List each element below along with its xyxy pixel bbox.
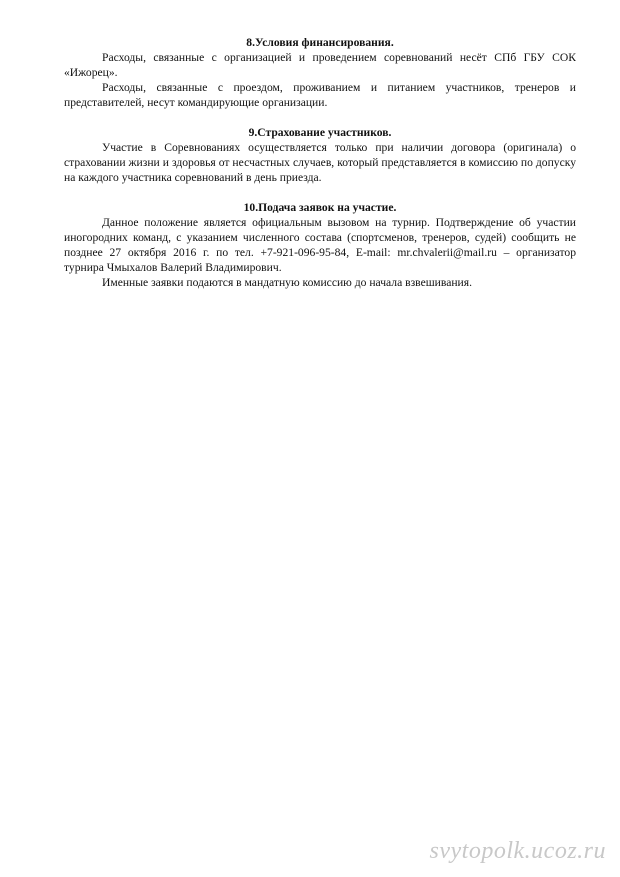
- section-paragraph: Участие в Соревнованиях осуществляется только при наличии договора (оригинала) о страховании жизни и здоровья от несчастных случаев, который представляется в комиссию по допуску на каждого участника соревнований в день приезда.: [64, 141, 576, 184]
- section-applications: [64, 200, 576, 290]
- section-paragraph: Данное положение является официальным вызовом на турнир. Подтверждение об участии иногородних команд, с указанием численного состава (спортсменов, тренеров, судей) сообщить не позднее 27 октября 2016 г. по тел. +7-921-096-95-84, E-mail: mr.chvalerii@mail.ru – организатор турнира Чмыхалов Валерий Владимирович.: [64, 216, 576, 274]
- section-paragraph: Именные заявки подаются в мандатную комиссию до начала взвешивания.: [102, 276, 472, 289]
- site-watermark: svytopolk.ucoz.ru: [429, 838, 606, 864]
- document-page: [64, 35, 576, 305]
- section-insurance: [64, 125, 576, 185]
- section-financing: [64, 35, 576, 110]
- section-paragraph: Расходы, связанные с организацией и проведением соревнований несёт СПб ГБУ СОК «Ижорец».: [64, 51, 576, 79]
- section-heading: 10.Подача заявок на участие.: [243, 201, 397, 214]
- section-heading: 8.Условия финансирования.: [246, 36, 394, 49]
- section-heading: 9.Страхование участников.: [248, 126, 392, 139]
- section-paragraph: Расходы, связанные с проездом, проживанием и питанием участников, тренеров и представителей, несут командирующие организации.: [64, 81, 576, 109]
